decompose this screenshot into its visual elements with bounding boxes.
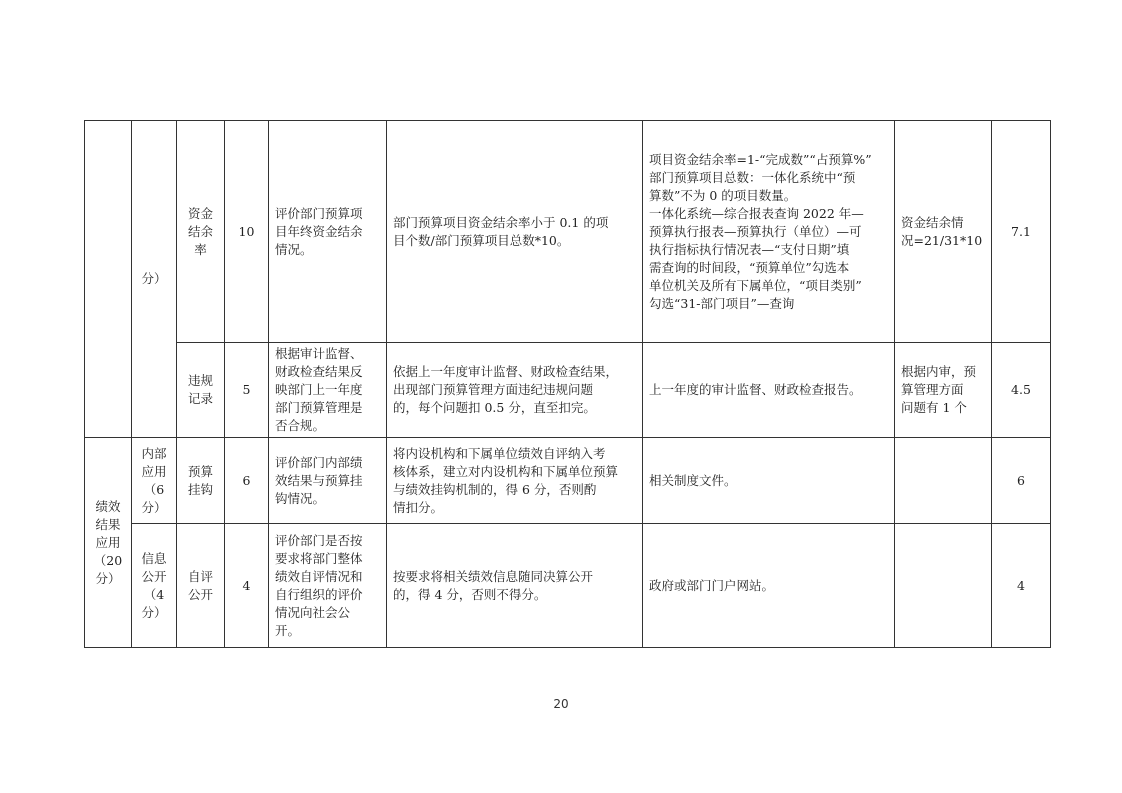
indicator-cell: 预算 挂钩 [177, 438, 225, 524]
indicator-cell: 违规 记录 [177, 343, 225, 438]
evaluation-table [84, 120, 1051, 648]
indicator-cell: 资金 结余 率 [177, 121, 225, 343]
result-cell: 4 [992, 524, 1051, 648]
level1-cell-continued [85, 121, 132, 438]
level1-cell: 绩效 结果 应用 （20 分） [85, 438, 132, 648]
basis-cell: 上一年度的审计监督、财政检查报告。 [643, 343, 895, 438]
criteria-cell: 将内设机构和下属单位绩效自评纳入考 核体系，建立对内设机构和下属单位预算 与绩效挂钩机制的，得 6 分，否则酌 情扣分。 [387, 438, 643, 524]
note-cell: 资金结余情 况=21/31*10 [895, 121, 992, 343]
score-cell: 6 [225, 438, 269, 524]
description-cell: 根据审计监督、 财政检查结果反 映部门上一年度 部门预算管理是 否合规。 [269, 343, 387, 438]
note-cell [895, 524, 992, 648]
indicator-cell: 自评 公开 [177, 524, 225, 648]
score-cell: 4 [225, 524, 269, 648]
description-cell: 评价部门预算项 目年终资金结余 情况。 [269, 121, 387, 343]
table-row-violation [85, 343, 1051, 438]
level2-cell: 信息 公开 （4 分） [132, 524, 177, 648]
result-cell: 7.1 [992, 121, 1051, 343]
table-row-disclosure [85, 524, 1051, 648]
score-cell: 10 [225, 121, 269, 343]
level2-cell: 内部 应用 （6 分） [132, 438, 177, 524]
table-row-budget-link [85, 438, 1051, 524]
basis-cell: 相关制度文件。 [643, 438, 895, 524]
description-cell: 评价部门内部绩 效结果与预算挂 钩情况。 [269, 438, 387, 524]
criteria-cell: 部门预算项目资金结余率小于 0.1 的项 目个数/部门预算项目总数*10。 [387, 121, 643, 343]
result-cell: 6 [992, 438, 1051, 524]
note-cell [895, 438, 992, 524]
page-number: 20 [553, 697, 569, 711]
table-row-fund-balance [85, 121, 1051, 343]
criteria-cell: 依据上一年度审计监督、财政检查结果， 出现部门预算管理方面违纪违规问题 的，每个问题扣 0.5 分，直至扣完。 [387, 343, 643, 438]
result-cell: 4.5 [992, 343, 1051, 438]
level2-cell-continued: 分） [132, 121, 177, 438]
basis-cell: 政府或部门门户网站。 [643, 524, 895, 648]
note-cell: 根据内审，预 算管理方面 问题有 1 个 [895, 343, 992, 438]
description-cell: 评价部门是否按 要求将部门整体 绩效自评情况和 自行组织的评价 情况向社会公 开。 [269, 524, 387, 648]
score-cell: 5 [225, 343, 269, 438]
criteria-cell: 按要求将相关绩效信息随同决算公开 的，得 4 分，否则不得分。 [387, 524, 643, 648]
basis-cell: 项目资金结余率=1-“完成数”“占预算%” 部门预算项目总数：一体化系统中“预 算数”不为 0 的项目数量。 一体化系统—综合报表查询 2022 年— 预算执行报表—预算执行（单位）—可 执行指标执行情况表—“支付日期”填 需查询的时间段，“预算单位”勾选本 单位机关及所有下属单位，“项目类别” 勾选“31-部门项目”—查询 [643, 121, 895, 343]
